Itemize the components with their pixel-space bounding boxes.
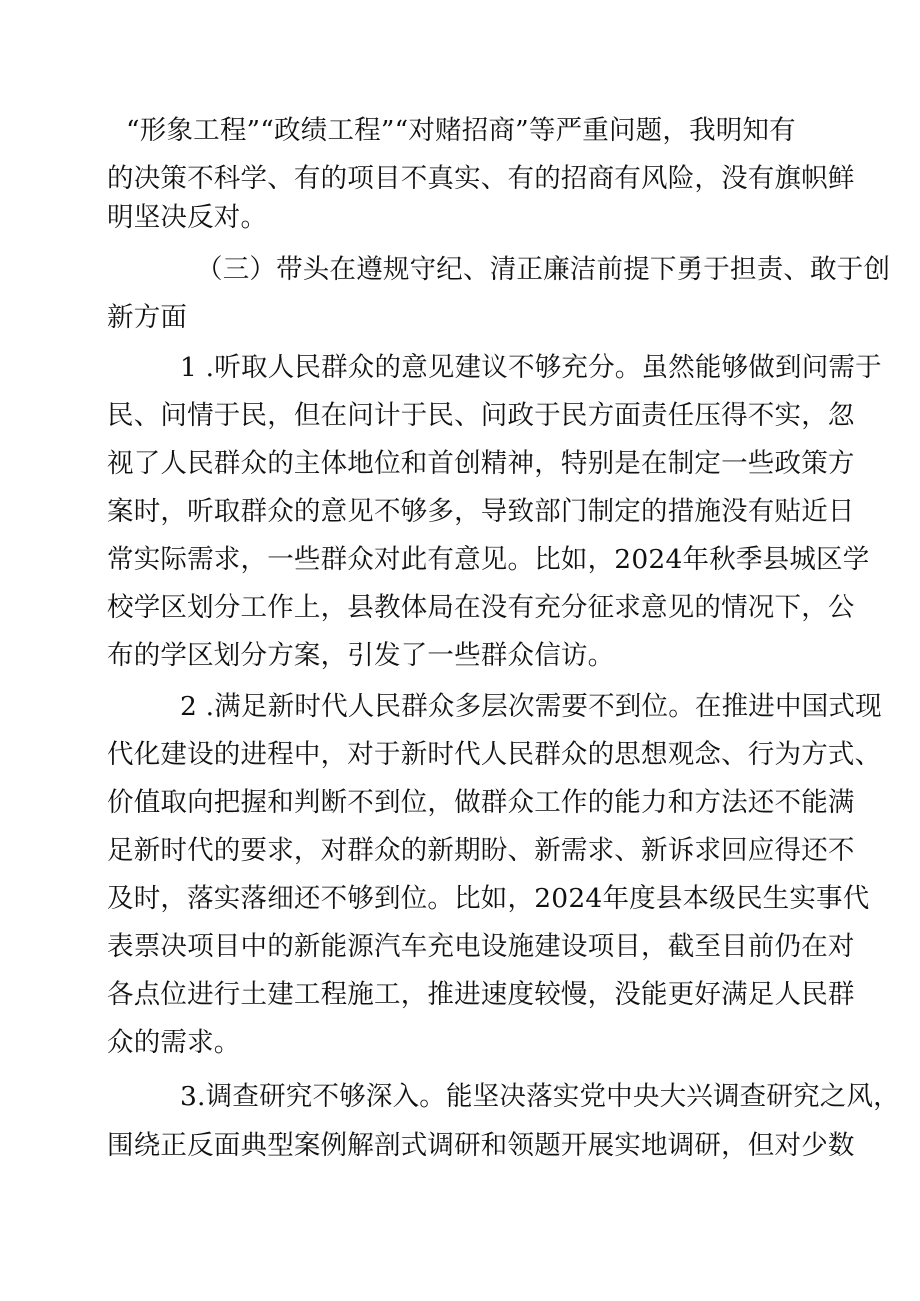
body-line: 1 .听取人民群众的意见建议不够充分。虽然能够做到问需于	[180, 352, 882, 383]
body-line: 及时，落实落细还不够到位。比如，2024年度县本级民生实事代	[107, 883, 870, 914]
body-line: 足新时代的要求，对群众的新期盼、新需求、新诉求回应得还不	[107, 835, 855, 866]
body-line: “形象工程”“政绩工程”“对赌招商”等严重问题，我明知有	[126, 115, 796, 146]
body-line: 明坚决反对。	[107, 202, 268, 233]
body-line: 价值取向把握和判断不到位，做群众工作的能力和方法还不能满	[107, 787, 855, 818]
section-heading-line: 新方面	[107, 302, 188, 333]
body-line: 3.调查研究不够深入。能坚决落实党中央大兴调查研究之风，	[180, 1081, 900, 1112]
section-heading-line: （三）带头在遵规守纪、清正廉洁前提下勇于担责、敢于创	[196, 254, 891, 285]
body-line: 布的学区划分方案，引发了一些群众信访。	[107, 640, 615, 671]
body-line: 视了人民群众的主体地位和首创精神，特别是在制定一些政策方	[107, 448, 855, 479]
body-line: 代化建设的进程中，对于新时代人民群众的思想观念、行为方式、	[107, 739, 882, 770]
body-line: 各点位进行土建工程施工，推进速度较慢，没能更好满足人民群	[107, 979, 855, 1010]
body-line: 民、问情于民，但在问计于民、问政于民方面责任压得不实，忽	[107, 400, 855, 431]
body-line: 2 .满足新时代人民群众多层次需要不到位。在推进中国式现	[180, 691, 882, 722]
body-line: 的决策不科学、有的项目不真实、有的招商有风险，没有旗帜鲜	[107, 163, 855, 194]
body-line: 常实际需求，一些群众对此有意见。比如，2024年秋季县城区学	[107, 544, 870, 575]
body-line: 案时，听取群众的意见不够多，导致部门制定的措施没有贴近日	[107, 496, 855, 527]
body-line: 表票决项目中的新能源汽车充电设施建设项目，截至目前仍在对	[107, 931, 855, 962]
body-line: 众的需求。	[107, 1027, 241, 1058]
body-line: 校学区划分工作上，县教体局在没有充分征求意见的情况下，公	[107, 592, 855, 623]
body-line: 围绕正反面典型案例解剖式调研和领题开展实地调研，但对少数	[107, 1130, 855, 1161]
